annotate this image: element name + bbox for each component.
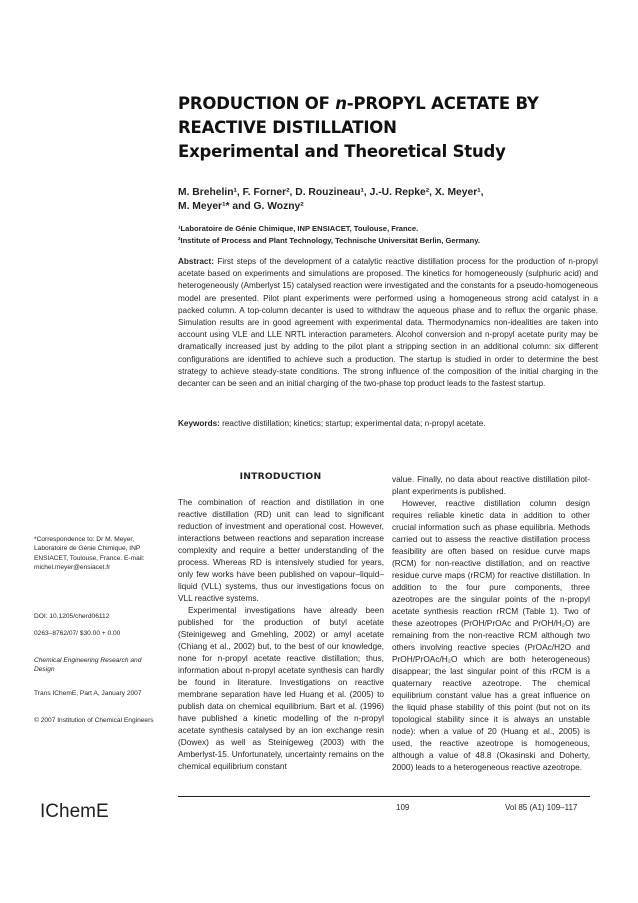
paragraph: Experimental investigations have already been published for the production of butyl acetate (Steinigeweg and Gmehling, 2002) or amyl acetate (Chiang et al., 2002) but, to the best of our knowledge, none for n-propyl acetate reactive distillation; thus, information about n-propyl acetate synthesis can hardly be found in literature. Investigations on reactive membrane separation have led Huang et al. (2005) to publish data on chemical equilibrium. Bart et al. (1996) have published a kinetic modelling of the n-propyl acetate synthesis catalysed by an ion exchange resin (Dowex) as well as Steinigeweg (2003) with the Amberlyst-15. Unfortunately, uncertainty remains on the chemical equilibrium constant <box>178 605 384 771</box>
authors-line-1: M. Brehelin¹, F. Forner², D. Rouzineau¹, J.-U. Repke², X. Meyer¹, <box>178 187 484 198</box>
keywords-label: Keywords: <box>178 419 220 428</box>
page-number: 109 <box>396 803 410 812</box>
author-list <box>178 186 598 214</box>
issn-price-note: 0263–8762/07/ $30.00 + 0.00 <box>34 630 121 637</box>
affiliation-2: ²Institute of Process and Plant Technology, Technische Universität Berlin, Germany. <box>178 236 480 245</box>
copyright-note: © 2007 Institution of Chemical Engineers <box>34 717 154 724</box>
affiliations <box>178 223 608 247</box>
body-column-2 <box>392 473 590 773</box>
title-italic-n: n <box>335 94 347 113</box>
abstract-label: Abstract: <box>178 257 214 266</box>
body-column-1 <box>178 496 384 772</box>
paper-subtitle: Experimental and Theoretical Study <box>178 142 506 161</box>
paper-title <box>178 92 598 164</box>
abstract <box>178 256 598 390</box>
keywords-text: reactive distillation; kinetics; startup; experimental data; n-propyl acetate. <box>222 419 486 428</box>
authors-line-2: M. Meyer¹* and G. Wozny² <box>178 201 304 212</box>
paragraph: However, reactive distillation column design requires reliable kinetic data in addition to other crucial information such as phase equilibria. Methods carried out to assess the reactive distillation process feasibility are often based on residue curve maps (RCM) for non-reactive distillation, and on reactive residue curve maps (rRCM) for reactive distillation. In addition to the four pure components, three azeotropes are the singular points of the n-propyl acetate synthesis reaction rRCM (Table 1). Two of these azeotropes (PrOH/PrOAc and PrOH/H₂O) are remaining from the non-reactive RCM although two others involving reactive species (PrOAc/H2O and PrOH/PrOAc/H₂O which are both heterogeneous) disappear; the last singular point of this rRCM is a quaternary reactive azeotrope. The chemical equilibrium constant value has a great influence on the liquid phase stability of this point (but not on its topological stability since it is always an unstable node): when a value of 20 (Huang et al., 2005) is used, the reactive azeotrope is homogeneous, although a value of 48.8 (Okasinski and Doherty, 2000) leads to a heterogeneous reactive azeotrope. <box>392 498 590 772</box>
section-heading-introduction: INTRODUCTION <box>239 471 322 482</box>
icheme-logo: IChemE <box>40 801 109 822</box>
title-line-2: REACTIVE DISTILLATION <box>178 118 397 137</box>
paragraph: value. Finally, no data about reactive distillation pilot-plant experiments is published. <box>392 474 590 496</box>
paragraph: The combination of reaction and distillation in one reactive distillation (RD) unit can lead to significant reduction of investment and operational cost. However, interactions between reactions and separation increase complexity and require a better understanding of the process. Whereas RD is intensively studied for years, only few works have been published on vapour–liquid–liquid (VLL) systems, thus our investigations focus on VLL reactive systems. <box>178 497 384 603</box>
title-line-1: PRODUCTION OF n-PROPYL ACETATE BY <box>178 94 539 113</box>
journal-name-note: Chemical Engineering Research and Design <box>34 657 142 674</box>
correspondence-note: *Correspondence to: Dr M. Meyer, Laboratoire de Génie Chimique, INP ENSIACET, Toulouse, France. E-mail: michel.meyer@ensiacet.fr <box>34 536 145 572</box>
affiliation-1: ¹Laboratoire de Génie Chimique, INP ENSIACET, Toulouse, France. <box>178 224 419 233</box>
journal-reference: Vol 85 (A1) 109–117 <box>505 803 578 812</box>
doi-note: DOI: 10.1205/cherd06112 <box>34 613 110 620</box>
trans-note: Trans IChemE, Part A, January 2007 <box>34 690 142 697</box>
abstract-text: First steps of the development of a catalytic reactive distillation process for the production of n-propyl acetate based on experiments and simulations are proposed. The kinetics for homogeneously (sulphuric acid) and heterogeneously (Amberlyst 15) catalysed reaction were investigated and the constants for a pseudo-homogeneous model are presented. Pilot plant experiments were performed using a homogeneous strong acid catalyst in a packed column. A top-column decanter is used to withdraw the aqueous phase and to reflux the organic phase. Simulation results are in good agreement with experimental data. Thermodynamics non-idealities are taken into account using VLE and LLE NRTL interaction parameters. Alcohol conversion and n-propyl acetate purity may be dramatically increased just by adding to the pilot plant a stripping section in an additional column: six different configurations are identified to achieve such a production. The startup is studied in order to determine the best strategy to achieve steady-state conditions. The strong influence of the composition of the initial charging in the decanter can be seen and an initial charging of the two-phase top product leads to the fastest startup. <box>178 257 598 389</box>
keywords <box>178 418 598 430</box>
footer-rule <box>178 796 590 797</box>
